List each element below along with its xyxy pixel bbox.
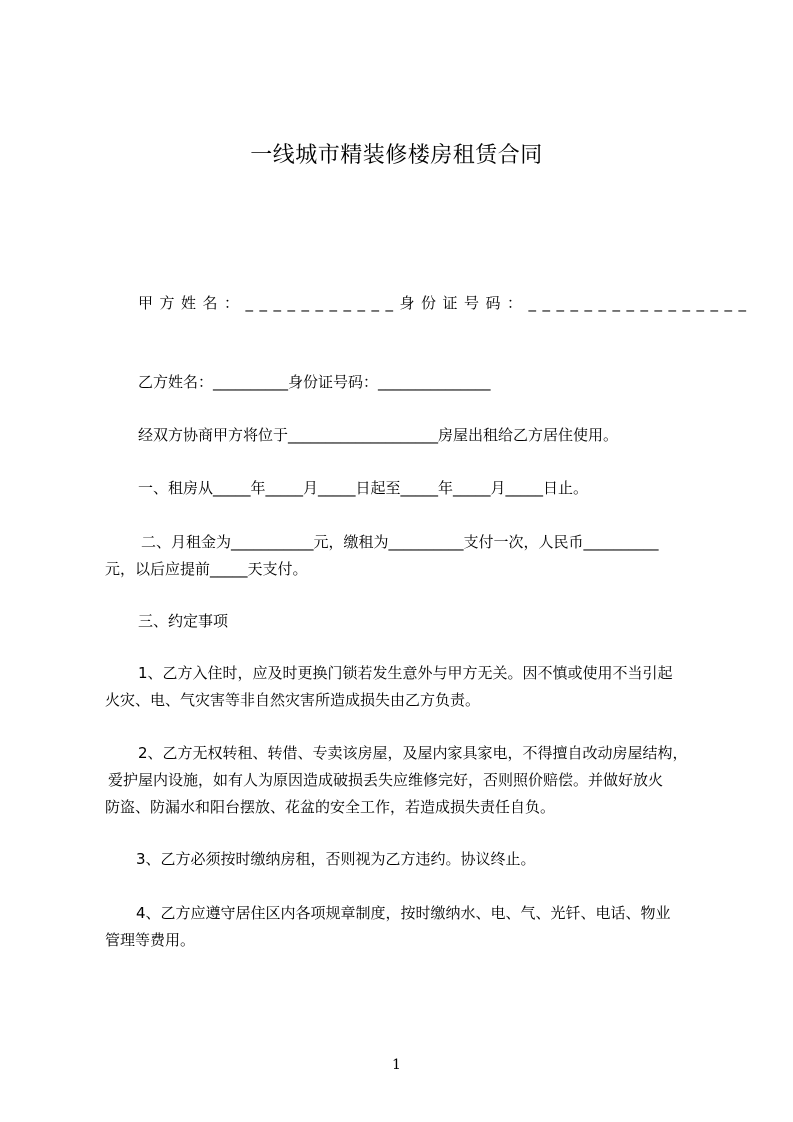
item-4-line1: 4、乙方应遵守居住区内各项规章制度，按时缴纳水、电、气、光钎、电话、物业 bbox=[136, 904, 671, 922]
item-2-line3: 防盗、防漏水和阳台摆放、花盆的安全工作，若造成损失责任自负。 bbox=[105, 798, 556, 816]
clause-rent-amount-line1: 二、月租金为___________元，缴租为__________支付一次，人民币__________ bbox=[141, 533, 659, 551]
item-1-line1: 1、乙方入住时，应及时更换门锁若发生意外与甲方无关。因不慎或使用不当引起 bbox=[138, 664, 673, 682]
item-3: 3、乙方必须按时缴纳房租，否则视为乙方违约。协议终止。 bbox=[136, 850, 536, 868]
clause-rental-period: 一、租房从_____年_____月_____日起至_____年_____月_____日止。 bbox=[138, 479, 589, 497]
item-2-line1: 2、乙方无权转租、转借、专卖该房屋，及屋内家具家电，不得擅自改动房屋结构， bbox=[138, 744, 688, 762]
document-title: 一线城市精装修楼房租赁合同 bbox=[250, 143, 543, 168]
item-4-line2: 管理等费用。 bbox=[105, 931, 196, 949]
item-2-line2: 爱护屋内设施，如有人为原因造成破损丢失应维修完好，否则照价赔偿。并做好放火 bbox=[108, 771, 664, 789]
page-number: 1 bbox=[392, 1057, 401, 1073]
intro-paragraph: 经双方协商甲方将位于____________________房屋出租给乙方居住使用。 bbox=[138, 426, 619, 444]
party-b-line: 乙方姓名：__________身份证号码：_______________ bbox=[138, 373, 491, 391]
clause-rent-amount-line2: 元，以后应提前_____天支付。 bbox=[105, 560, 308, 578]
item-1-line2: 火灾、电、气灾害等非自然灾害所造成损失由乙方负责。 bbox=[105, 691, 481, 709]
clause-agreements-heading: 三、约定事项 bbox=[138, 612, 229, 630]
party-a-line: 甲方姓名：___________身份证号码：________________ bbox=[138, 294, 753, 312]
